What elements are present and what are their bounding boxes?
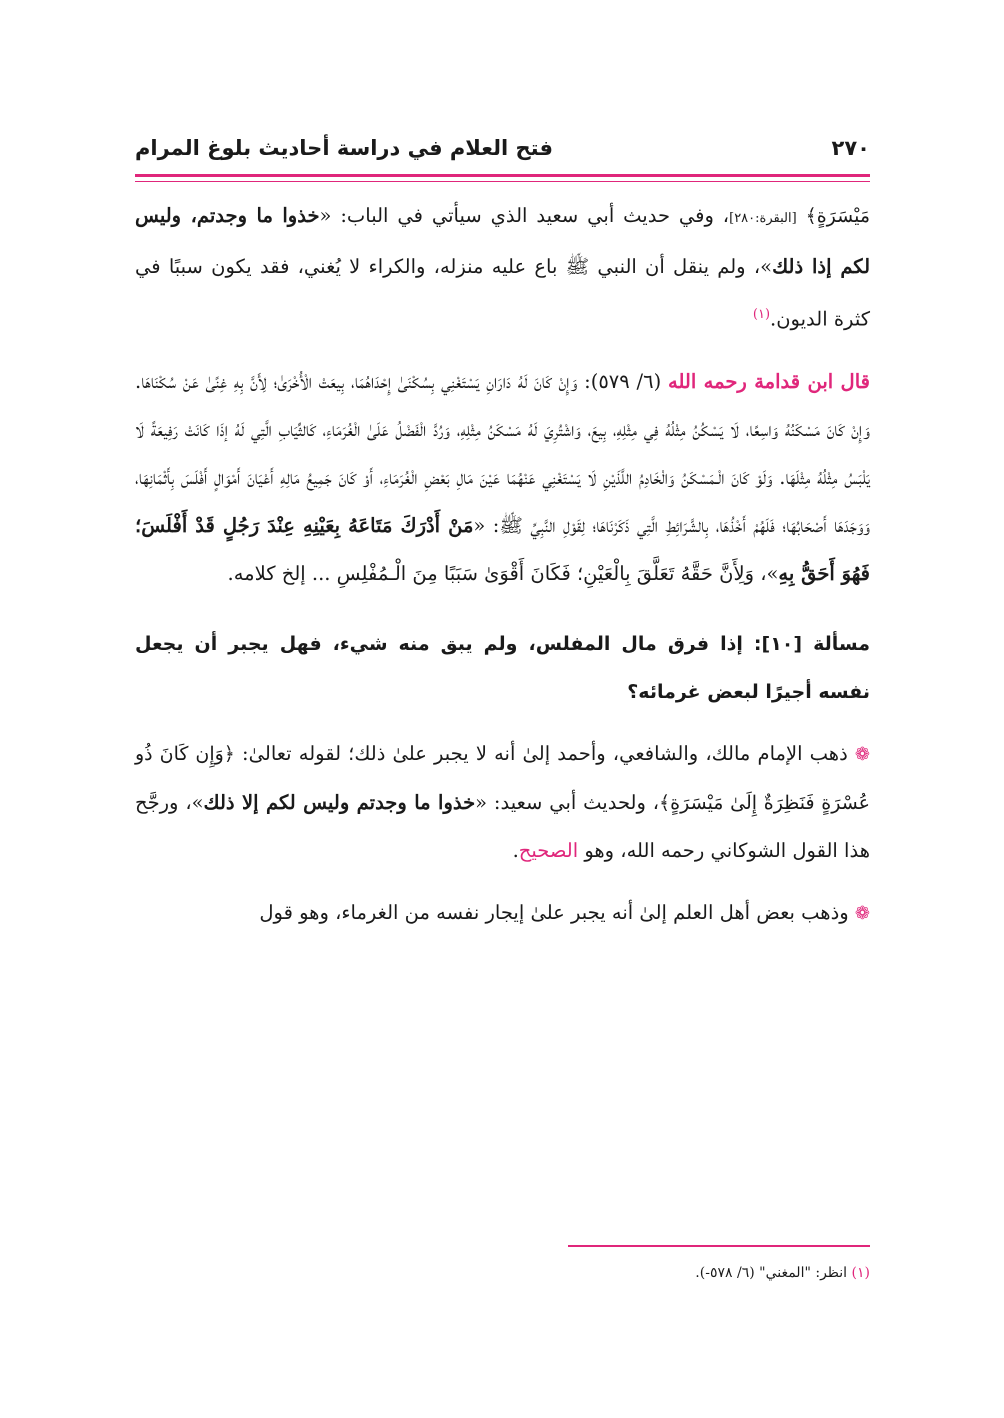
hadith-quote-1: خذوا ما وجدتم، وليس لكم إذا ذلك [135, 204, 871, 278]
paragraph-1 [135, 192, 870, 344]
paragraph-3-text-a: ذهب الإمام مالك، والشافعي، وأحمد إلىٰ أنه لا يجبر علىٰ ذلك؛ لقوله تعالىٰ: [234, 741, 855, 765]
page-number: ٢٧٠ [831, 136, 870, 160]
issue-title: إذا فرق مال المفلس، ولم يبق منه شيء، فهل يجبر أن يجعل نفسه أجيرًا لبعض غرمائه؟ [135, 632, 870, 703]
hadith-quote-2: مَنْ أَدْرَكَ مَتَاعَهُ بِعَيْنِهِ عِنْدَ رَجُلٍ قَدْ أَفْلَسَ؛ فَهُوَ أَحَقُّ بِهِ [135, 513, 870, 585]
paragraph-3 [135, 730, 870, 875]
footnote-text: انظر: "المغني" (٦/ ٥٧٨-). [695, 1265, 852, 1281]
paragraph-1-text-a: ، وفي حديث أبي سعيد الذي سيأتي في الباب: « [319, 204, 730, 227]
issue-label: مسألة [١٠]: [753, 632, 871, 655]
paragraph-1-text-b: »، ولم ينقل أن النبي ﷺ باع عليه منزله، والكراء لا يُغني، فقد يكون سببًا في كثرة الديون. [135, 255, 870, 331]
page-body [135, 192, 870, 938]
paragraph-2-text-b: »، وَلِأَنَّ حَقَّهُ تَعَلَّقَ بِالْعَيْنِ؛ فَكَانَ أَقْوَىٰ سَبَبًا مِنَ الْـمُفْلِسِ ... إلخ كلامه. [227, 561, 779, 585]
footnote [135, 1262, 870, 1284]
source-reference: (٦/ ٥٧٩): [577, 369, 668, 393]
paragraph-4-text: وذهب بعض أهل العلم إلىٰ أنه يجبر علىٰ إيجار نفسه من الغرماء، وهو قول [259, 900, 855, 924]
ruling-correct: الصحيح [518, 838, 579, 862]
issue-heading [135, 620, 870, 716]
flower-bullet-icon: ❁ [854, 902, 870, 924]
quran-verse: ﴿وَإِن كَانَ ذُو عُسْرَةٍ فَنَظِرَةٌ إِلَىٰ مَيْسَرَةٍ﴾ [135, 742, 870, 814]
hadith-quote-3: خذوا ما وجدتم وليس لكم إلا ذلك [203, 790, 476, 814]
page-header [135, 128, 870, 168]
paragraph-4 [135, 889, 870, 938]
paragraph-2 [135, 358, 870, 598]
footnote-number: (١) [851, 1265, 870, 1281]
header-rule-thick [135, 174, 870, 177]
paragraph-3-text-c: »، ورجَّح هذا القول الشوكاني رحمه الله، وهو [135, 790, 870, 862]
header-rule-thin [135, 181, 870, 182]
paragraph-2-text-a: وَإِنْ كَانَ لَهُ دَارَانِ يَسْتَغْنِي بِسُكْنَىٰ إِحْدَاهُمَا، بِيعَتْ الْأُخْرَىٰ؛ لِأَنَّ بِهِ غِنًىٰ عَنْ سُكْنَاهَا. وَإِنْ كَانَ مَسْكَنُهُ وَاسِعًا، لَا يَسْكُنُ مِثْلُهُ فِي مِثْلِهِ، بِيعَ، وَاشْتُرِيَ لَهُ مَسْكَنُ مِثْلِهِ، وَرُدَّ الْفَضْلُ عَلَىٰ الْغُرَمَاءِ، كَالثِّيَابِ الَّتِي لَهُ إذَا كَانَتْ رَفِيعَةً لَا يَلْبَسُ مِثْلُهُ مِثْلَهَا. وَلَوْ كَانَ الْـمَسْكَنُ وَالْخَادِمُ اللَّذَيْنِ لَا يَسْتَغْنِي عَنْهُمَا عَيْنَ مَالِ بَعْضِ الْغُرَمَاءِ، أَوْ كَانَ جَمِيعُ مَالِهِ أَعْيَانَ أَمْوَالٍ أَفْلَسَ بِأَثْمَانِهَا، وَوَجَدَهَا أَصْحَابُهَا؛ فَلَهُمْ أَخْذُهَا، بِالشَّرَائِطِ الَّتِي ذَكَرْنَاهَا؛ لِقَوْلِ النَّبِيِّ ﷺ: « [135, 369, 870, 537]
author-name: قال ابن قدامة رحمه الله [668, 369, 870, 393]
flower-bullet-icon: ❁ [854, 743, 870, 765]
footnote-rule [568, 1245, 870, 1247]
book-title: فتح العلام في دراسة أحاديث بلوغ المرام [135, 136, 553, 160]
paragraph-3-end: . [512, 838, 519, 862]
paragraph-3-text-b: ، ولحديث أبي سعيد: « [475, 790, 660, 814]
footnote-marker[interactable]: (١) [752, 307, 771, 322]
verse-reference: [البقرة:٢٨٠] [729, 211, 797, 226]
verse-tail: مَيْسَرَةٍ﴾ [805, 205, 870, 227]
